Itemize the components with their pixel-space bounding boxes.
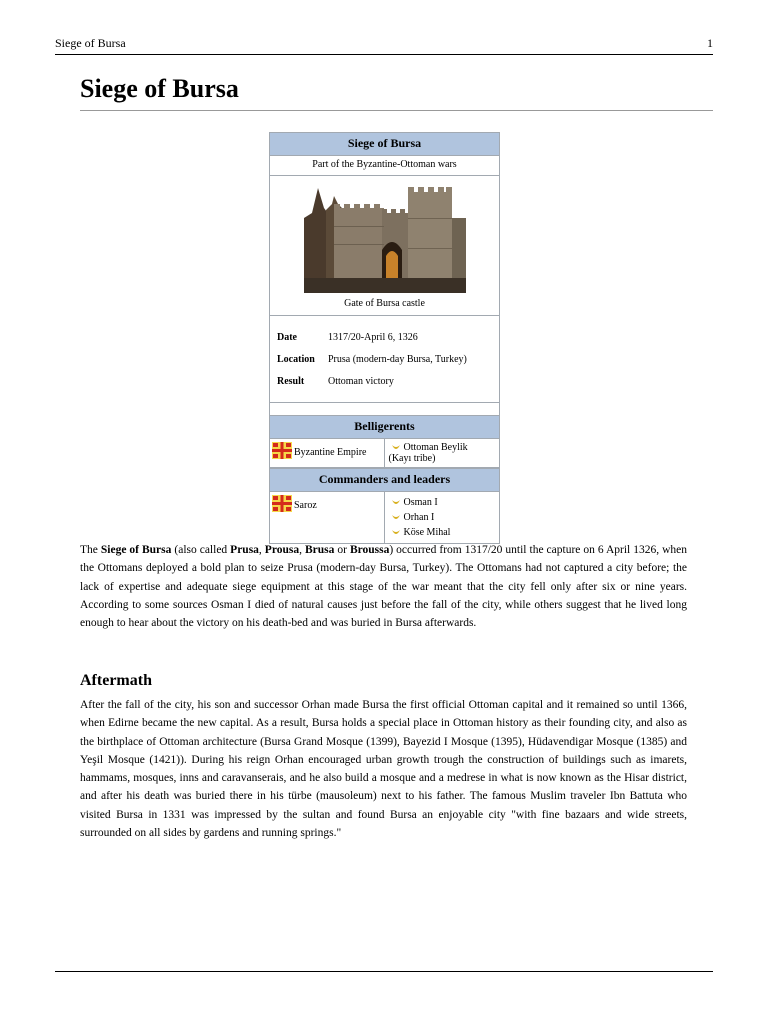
- fact-row-result: [277, 370, 493, 392]
- page-number: 1: [707, 36, 713, 50]
- belligerent-left-label: Byzantine Empire: [294, 447, 367, 458]
- fact-value: Ottoman victory: [328, 375, 394, 387]
- intro-text: The: [80, 544, 101, 556]
- intro-bold-term: Broussa: [349, 544, 390, 556]
- ottoman-crescent-icon: [391, 444, 401, 452]
- title-divider: [80, 110, 713, 111]
- commander-name: Orhan I: [403, 512, 435, 523]
- intro-paragraph: [80, 541, 687, 632]
- fact-label: Date: [277, 331, 297, 343]
- intro-bold-term: Prusa: [230, 544, 259, 556]
- infobox-title: Siege of Bursa: [270, 133, 499, 156]
- fact-label: Location: [277, 353, 315, 365]
- intro-bold-term: Brusa: [304, 544, 335, 556]
- intro-text: ,: [299, 544, 305, 556]
- castle-gate-image: [304, 178, 466, 293]
- commanders-heading: Commanders and leaders: [270, 468, 499, 492]
- commander-ottoman-list: [385, 492, 500, 543]
- belligerents-row: [270, 439, 499, 468]
- intro-text: (also called: [171, 544, 231, 556]
- infobox-facts: [270, 316, 499, 403]
- ottoman-crescent-icon: [391, 529, 401, 537]
- footer-divider: [55, 971, 713, 972]
- commander-byzantine: [270, 492, 385, 543]
- fact-value: Prusa (modern-day Bursa, Turkey): [328, 353, 467, 365]
- belligerent-ottoman: [385, 439, 500, 467]
- commanders-row: [270, 492, 499, 543]
- infobox: [269, 132, 500, 544]
- byzantine-flag-icon: [272, 495, 292, 512]
- page-title: Siege of Bursa: [80, 74, 239, 103]
- intro-text: or: [334, 544, 350, 556]
- intro-bold-term: Siege of Bursa: [100, 544, 172, 556]
- aftermath-heading: Aftermath: [80, 672, 152, 689]
- belligerent-right-label: Ottoman Beylik: [403, 442, 468, 453]
- running-title: Siege of Bursa: [55, 36, 126, 50]
- aftermath-paragraph: After the fall of the city, his son and successor Orhan made Bursa the first official Ottoman capital and it remained so until 1366, when Edirne became the new capital. As a result, Bursa holds a special place in Ottoman history as their founding city, and also as the birthplace of Ottoman architecture (Bursa Grand Mosque (1399), Bayezid I Mosque (1395), Hüdavendigar Mosque (1385) and Yeşil Mosque (1421)). During his reign Orhan encouraged urban growth trough the construction of buildings such as imarets, hammams, mosques, inns and caravanserais, and he also build a mosque and a medrese in what is now known as the Hisar district, and after his death was buried there in his türbe (mausoleum) next to his father. The famous Muslim traveler Ibn Battuta who visited Bursa in 1331 was impressed by the sultan and found Bursa an enjoyable city "with fine bazaars and wide streets, surrounded on all sides by gardens and running springs.": [80, 699, 687, 840]
- running-header: [55, 36, 713, 55]
- fact-row-location: [277, 348, 493, 370]
- intro-text: ) occurred from 1317/20 until the capture on 6 April 1326, when the Ottomans deployed a bold plan to seize Prusa (modern-day Bursa, Turkey). The Ottomans had not captured a city before; the lack of expertise and adequate siege equipment at this stage of the war meant that the city fell only after six or nine years. According to some sources Osman I died of natural causes just before the fall of the city, while others suggest that he lived long enough to hear about the victory on his death-bed and was buried in Bursa afterwards.: [80, 544, 688, 630]
- ottoman-crescent-icon: [391, 514, 401, 522]
- ottoman-crescent-icon: [391, 499, 401, 507]
- fact-value: 1317/20-April 6, 1326: [328, 331, 418, 343]
- fact-label: Result: [277, 375, 305, 387]
- intro-bold-term: Prousa: [264, 544, 300, 556]
- commander-item: [387, 525, 498, 540]
- commander-name: Osman I: [403, 497, 438, 508]
- belligerent-byzantine: [270, 439, 385, 467]
- image-caption: Gate of Bursa castle: [344, 298, 425, 309]
- infobox-image-block: [270, 176, 499, 316]
- infobox-subtitle: Part of the Byzantine-Ottoman wars: [270, 156, 499, 176]
- belligerent-right-sublabel: (Kayı tribe): [388, 453, 436, 464]
- commander-item: [387, 495, 498, 510]
- byzantine-flag-icon: [272, 442, 292, 459]
- commander-item: [387, 510, 498, 525]
- commander-name: Köse Mihal: [403, 527, 451, 538]
- commander-left-label: Saroz: [294, 500, 317, 511]
- belligerents-heading: Belligerents: [270, 415, 499, 439]
- fact-row-date: [277, 326, 493, 348]
- intro-text: ,: [258, 544, 265, 556]
